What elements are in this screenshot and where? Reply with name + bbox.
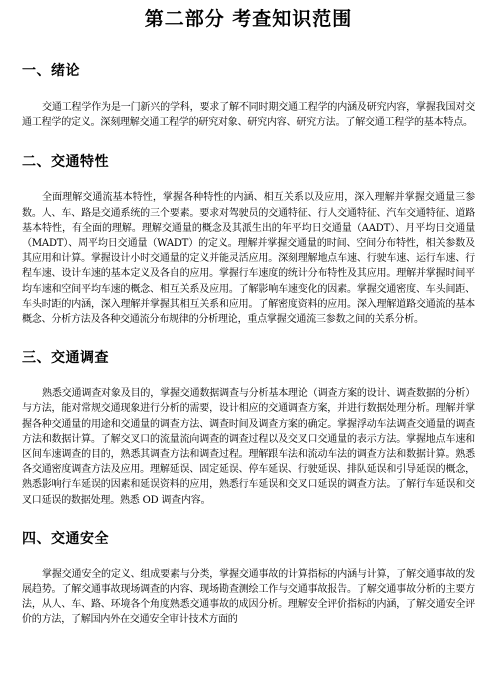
section-introduction bbox=[22, 60, 475, 130]
section-paragraph: 全面理解交通流基本特性，掌握各种特性的内涵、相互关系以及应用，深入理解并掌握交通量三参数。人、车、路是交通系统的三个要素。要求对驾驶员的交通特征、行人交通特征、汽车交通特征、道路基本特性，有全面的理解。理解交通量的概念及其派生出的年平均日交通量（AADT）、月平均日交通量（MADT）、周平均日交通量（WADT）的定义。理解并掌握交通量的时间、空间分布特性，相关参数及其应用和计算。掌握设计小时交通量的定义并能灵活应用。深刻理解地点车速、行驶车速、运行车速、行程车速、设计车速的基本定义及各自的应用。掌握行车速度的统计分布特性及其应用。理解并掌握时间平均车速和空间平均车速的概念、相互关系及应用。了解影响车速变化的因素。掌握交通密度、车头间距、车头时距的内涵，深入理解并掌握其相互关系和应用。了解密度资料的应用。深入理解道路交通流的基本概念、分析方法及各种交通流分布规律的分析理论，重点掌握交通流三参数之间的关系分析。 bbox=[22, 192, 475, 326]
section-traffic-safety bbox=[22, 528, 475, 628]
section-paragraph: 掌握交通安全的定义、组成要素与分类，掌握交通事故的计算指标的内涵与计算，了解交通事故的发展趋势。了解交通事故现场调查的内容、现场勘查测绘工作与交通事故报告。了解交通事故分析的主要方法，从人、车、路、环境各个角度熟悉交通事故的成因分析。理解安全评价指标的内涵，了解交通安全评价的方法，了解国内外在交通安全审计技术方面的 bbox=[22, 568, 475, 626]
section-heading: 四、交通安全 bbox=[22, 530, 109, 547]
page-title: 第二部分 考查知识范围 bbox=[144, 8, 353, 30]
section-traffic-characteristics bbox=[22, 151, 475, 327]
section-heading: 一、绪论 bbox=[22, 63, 80, 79]
section-paragraph: 熟悉交通调查对象及目的，掌握交通数据调查与分析基本理论（调查方案的设计、调查数据的分析）与方法，能对常规交通现象进行分析的需要，设计相应的交通调查方案，并进行数据处理分析。理解并掌握各种交通量的用途和交通量的调查方法、调查时间及调查方案的确定。掌握浮动车法调查交通量的调查方法和数据计算。了解交叉口的流量流向调查的调查过程以及交叉口交通量的表示方法。掌握地点车速和区间车速调查的目的，熟悉其调查方法和调查过程。理解跟车法和流动车法的调查方法和数据计算。熟悉各交通密度调查方法及应用。理解延误、固定延误、停车延误、行驶延误、排队延误和引导延误的概念，熟悉影响行车延误的因素和延误资料的应用，熟悉行车延误和交叉口延误的调查方法。了解行车延误和交叉口延误的数据处理。熟悉 OD 调查内容。 bbox=[22, 388, 475, 506]
section-traffic-survey bbox=[22, 347, 475, 508]
section-heading: 二、交通特性 bbox=[22, 154, 109, 171]
section-heading: 三、交通调查 bbox=[22, 350, 109, 367]
section-paragraph: 交通工程学作为是一门新兴的学科，要求了解不同时期交通工程学的内涵及研究内容，掌握我国对交通工程学的定义。深刻理解交通工程学的研究对象、研究内容、研究方法。了解交通工程学的基本特点。 bbox=[22, 102, 475, 129]
